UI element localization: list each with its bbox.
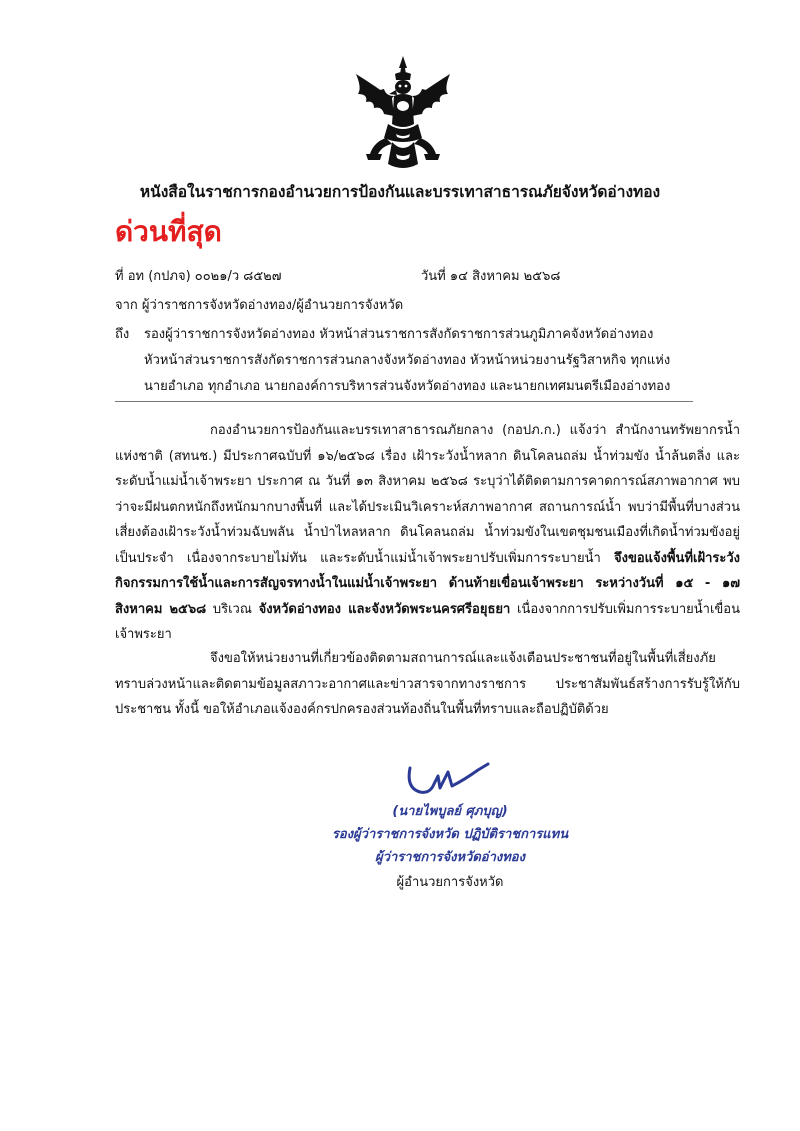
- recipient-line: หัวหน้าส่วนราชการสังกัดราชการส่วนกลางจังหวัดอ่างทอง หัวหน้าหน่วยงานรัฐวิสาหกิจ ทุกแห่ง: [144, 353, 671, 368]
- signatory-name: (นายไพบูลย์ ศุภบุญ): [392, 804, 508, 819]
- signatory-position: ผู้ว่าราชการจังหวัดอ่างทอง: [375, 850, 525, 865]
- paragraph-text: บริเวณ: [206, 601, 259, 617]
- garuda-emblem: [352, 54, 454, 172]
- document-date: วันที่ ๑๔ สิงหาคม ๒๕๖๘: [421, 269, 561, 284]
- paragraph-emphasis: จังหวัดอ่างทอง และจังหวัดพระนครศรีอยุธยา: [258, 601, 511, 617]
- body-paragraph-2: [115, 646, 740, 723]
- recipient-line: รองผู้ว่าราชการจังหวัดอ่างทอง หัวหน้าส่วนราชการสังกัดราชการส่วนภูมิภาคจังหวัดอ่างทอง: [144, 327, 654, 342]
- signatory-position: รองผู้ว่าราชการจังหวัด ปฏิบัติราชการแทน: [331, 827, 569, 842]
- urgency-label: ด่วนที่สุด: [115, 215, 222, 248]
- paragraph-text: เนื่องจากการปรับเพิ่มการระบายน้ำเขื่อนเจ้าพระยา: [115, 601, 740, 642]
- body-paragraph-1: [115, 418, 740, 648]
- header-divider: [115, 401, 693, 402]
- handwritten-signature: [400, 758, 492, 800]
- signatory-title: ผู้อำนวยการจังหวัด: [396, 875, 504, 890]
- to-label: ถึง: [115, 327, 130, 342]
- document-number: ที่ อท (กปภจ) ๐๐๒๑/ว ๘๕๒๗: [115, 269, 282, 284]
- from-line: จาก ผู้ว่าราชการจังหวัดอ่างทอง/ผู้อำนวยการจังหวัด: [115, 298, 404, 313]
- paragraph-emphasis: จึงขอแจ้งพื้นที่เฝ้าระวังกิจกรรมการใช้น้ำและการสัญจรทางน้ำในแม่น้ำเจ้าพระยา ด้านท้ายเขื่อนเจ้าพระยา ระหว่างวันที่ ๑๕ - ๑๗ สิงหาคม ๒๕๖๘: [115, 550, 740, 617]
- paragraph-text: กองอำนวยการป้องกันและบรรเทาสาธารณภัยกลาง (กอปภ.ก.) แจ้งว่า สำนักงานทรัพยากรน้ำแห่งชาติ (สทนช.) มีประกาศฉบับที่ ๑๖/๒๕๖๘ เรื่อง เฝ้าระวังน้ำหลาก ดินโคลนถล่ม น้ำท่วมขัง น้ำล้นตลิ่ง และระดับน้ำแม่น้ำเจ้าพระยา ประกาศ ณ วันที่ ๑๓ สิงหาคม ๒๕๖๘ ระบุว่าได้ติดตามการคาดการณ์สภาพอากาศ พบว่าจะมีฝนตกหนักถึงหนักมากบางพื้นที่ และได้ประเมินวิเคราะห์สภาพอากาศ สถานการณ์น้ำ พบว่ามีพื้นที่บางส่วนเสี่ยงต้องเฝ้าระวังน้ำท่วมฉับพลัน น้ำป่าไหลหลาก ดินโคลนถล่ม น้ำท่วมขังในเขตชุมชนเมืองที่เกิดน้ำท่วมขังอยู่เป็นประจำ เนื่องจากระบายไม่ทัน และระดับน้ำแม่น้ำเจ้าพระยาปรับเพิ่มการระบายน้ำ: [115, 423, 740, 566]
- paragraph-text: จึงขอให้หน่วยงานที่เกี่ยวข้องติดตามสถานการณ์และแจ้งเตือนประชาชนที่อยู่ในพื้นที่เสี่ยงภัยทราบล่วงหน้าและติดตามข้อมูลสภาวะอากาศและข่าวสารจากทางราชการ ประชาสัมพันธ์สร้างการรับรู้ให้กับประชาชน ทั้งนี้ ขอให้อำเภอแจ้งองค์กรปกครองส่วนท้องถิ่นในพื้นที่ทราบและถือปฏิบัติด้วย: [115, 651, 740, 717]
- recipient-line: นายอำเภอ ทุกอำเภอ นายกองค์การบริหารส่วนจังหวัดอ่างทอง และนายกเทศมนตรีเมืองอ่างทอง: [144, 379, 671, 394]
- document-header: หนังสือในราชการกองอำนวยการป้องกันและบรรเทาสาธารณภัยจังหวัดอ่างทอง: [139, 183, 661, 201]
